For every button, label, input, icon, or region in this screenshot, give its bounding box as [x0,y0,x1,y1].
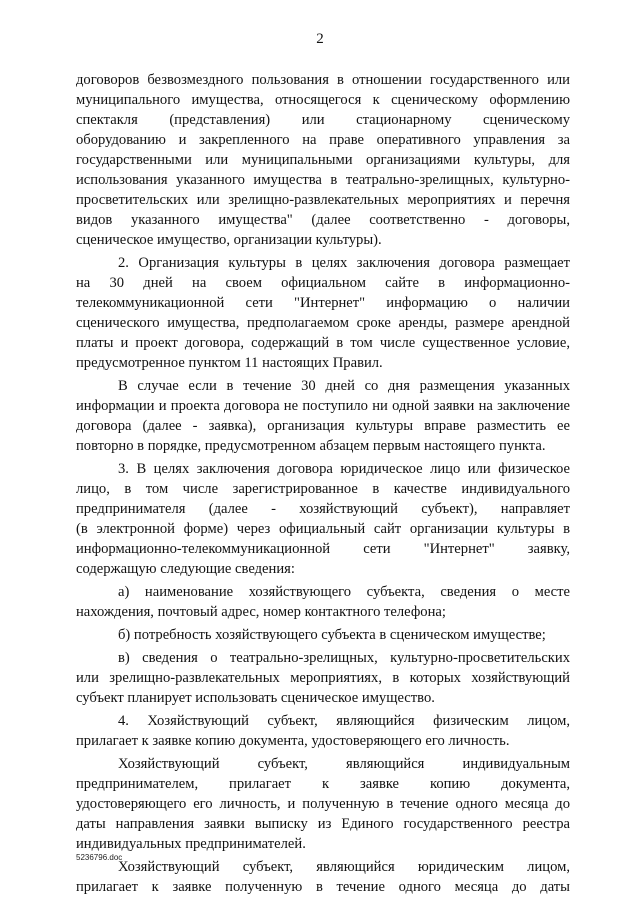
text-line: оборудованию и закрепленного на праве оперативного управления за [76,132,570,148]
text-line: содержащую следующие сведения: [76,561,295,577]
text-line: а) наименование хозяйствующего субъекта, сведения о месте [118,584,570,600]
text-line: в) сведения о театрально-зрелищных, культурно-просветительских [118,650,570,666]
text-line: даты направления заявки выписку из Единого государственного реестра [76,816,570,832]
text-line: субъект планирует использовать сценическое имущество. [76,690,435,706]
text-line: повторно в порядке, предусмотренном абзацем первым настоящего пункта. [76,438,546,454]
text-line: 2. Организация культуры в целях заключения договора размещает [118,255,570,271]
text-line: видов указанного имущества" (далее соответственно - договоры, [76,212,570,228]
text-line: спектакля (представления) или стационарному сценическому [76,112,570,128]
text-line: информации и проекта договора не поступило ни одной заявки на заключение [76,398,570,414]
text-line: 3. В целях заключения договора юридическое лицо или физическое [118,461,570,477]
text-line: лицо, в том числе зарегистрированное в качестве индивидуального [76,481,570,497]
text-line: платы и проект договора, содержащий в том числе существенное условие, [76,335,570,351]
document-body [76,70,570,897]
text-line: прилагает к заявке полученную в течение одного месяца до даты [76,879,570,895]
text-line: сценическое имущество, организации культуры). [76,232,382,248]
text-line: на 30 дней на своем официальном сайте в информационно- [76,275,570,291]
text-line: 4. Хозяйствующий субъект, являющийся физическим лицом, [118,713,570,729]
text-line: прилагает к заявке копию документа, удостоверяющего его личность. [76,733,510,749]
text-line: договоров безвозмездного пользования в отношении государственного или [76,72,570,88]
text-line: телекоммуникационной сети "Интернет" информацию о наличии [76,295,570,311]
text-line: б) потребность хозяйствующего субъекта в сценическом имуществе; [118,627,546,643]
text-line: предусмотренное пунктом 11 настоящих Правил. [76,355,383,371]
text-line: просветительских или зрелищно-развлекательных мероприятиях и перечня [76,192,570,208]
text-line: предпринимателя (далее - хозяйствующий субъект), направляет [76,501,570,517]
text-line: договора (далее - заявка), организация культуры вправе разместить ее [76,418,570,434]
page-number: 2 [316,31,324,47]
text-line: В случае если в течение 30 дней со дня размещения указанных [118,378,570,394]
document-filename: 5236796.doc [76,853,123,862]
text-line: или зрелищно-развлекательных мероприятиях, в которых хозяйствующий [76,670,570,686]
text-line: информационно-телекоммуникационной сети "Интернет" заявку, [76,541,570,557]
text-line: индивидуальных предпринимателей. [76,836,306,852]
text-line: Хозяйствующий субъект, являющийся индивидуальным [118,756,570,772]
text-line: сценического имущества, предполагаемом сроке аренды, размере арендной [76,315,570,331]
text-line: использования указанного имущества в театрально-зрелищных, культурно- [76,172,570,188]
text-line: государственными или муниципальными организациями культуры, для [76,152,570,168]
text-line: (в электронной форме) через официальный сайт организации культуры в [76,521,570,537]
text-line: нахождения, почтовый адрес, номер контактного телефона; [76,604,446,620]
text-line: муниципального имущества, относящегося к сценическому оформлению [76,92,570,108]
text-line: Хозяйствующий субъект, являющийся юридическим лицом, [118,859,570,875]
text-line: удостоверяющего его личность, и полученную в течение одного месяца до [76,796,570,812]
text-line: предпринимателем, прилагает к заявке копию документа, [76,776,570,792]
